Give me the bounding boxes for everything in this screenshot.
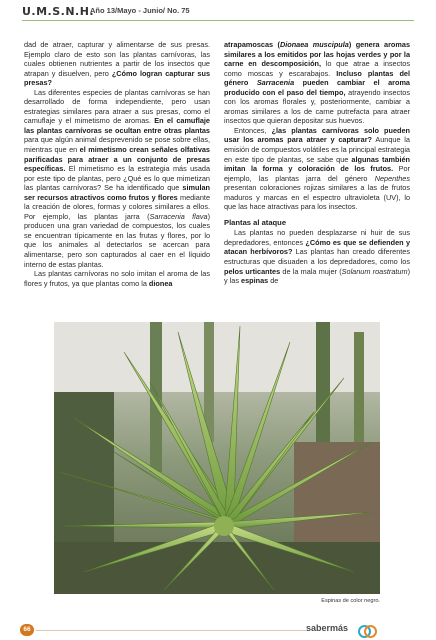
- page-number: 66: [20, 624, 34, 636]
- right-column: [224, 40, 410, 286]
- paragraph: dad de atraer, capturar y alimentarse de sus presas. Ejemplo claro de esto son las plantas carnívoras, las cuales obtienen nutrientes a partir de los insectos que atrapan y disuelven, pero ¿Cómo logran capturar sus presas?: [24, 40, 211, 88]
- header-rule: [22, 20, 414, 21]
- paragraph: Las plantas carnívoras no solo imitan el aroma de las flores y frutos, ya que plantas como la dionea: [24, 269, 210, 288]
- paragraph: Las plantas no pueden desplazarse ni huir de sus depredadores, entonces ¿Cómo es que se defienden y atacan herbívoros? Las plantas han creado diferentes estructuras que disuaden a los depredadores, como los pelos urticantes de la mala mujer (Solanum roastratum) y las espinas de: [224, 228, 410, 286]
- footer-rule: [36, 630, 306, 631]
- logo-text: sabermás: [306, 623, 349, 633]
- issue-info: Año 13/Mayo - Junio/ No. 75: [90, 6, 190, 15]
- running-header: [22, 5, 414, 21]
- photo-caption: Espinas de color negro.: [321, 598, 380, 604]
- agave-photo: [54, 322, 380, 594]
- magazine-name: U.M.S.N.H.: [22, 5, 95, 18]
- paragraph: Entonces, ¿las plantas carnívoras solo pueden usar los aromas para atraer y capturar? Aunque la emisión de compuestos volátiles es la principal estrategia en este tipo de plantas, se sabe que algunas también imitan la forma y coloración de los frutos. Por ejemplo, las plantas jarra del género Nepenthes presentan coloraciones rojizas similares a las de frutos maduros y marcas en el espectro ultravioleta (UV), lo que las hace atractivas para los insectos.: [224, 125, 410, 212]
- section-heading: Plantas al ataque: [224, 217, 287, 227]
- paragraph: atrapamoscas (Dionaea muscipula) genera aromas similares a los emitidos por las hojas verdes y por la carne en descomposición, lo que atrae a insectos como moscas y escarabajos. Incluso plantas del género Sarracenia pueden cambiar el aroma producido con el paso del tiempo, atrayendo insectos con los aromas florales y, posteriormente, cambiar a aromas similares a los de carne putrefacta para atraer insectos que quieran depositar sus huevos.: [224, 40, 410, 126]
- logo-ring-icon: [364, 625, 377, 638]
- saber-mas-logo: [306, 624, 396, 636]
- paragraph: Las diferentes especies de plantas carnívoras se han desarrollado de forma independiente, pero usan estrategias similares para atraer a sus presas, como el camuflaje y el mimetismo de aromas. En el camuflaje las plantas carnívoras se ocultan entre otras plantas para que algún animal desprevenido se pose sobre ellas, mientras que en el mimetismo crean señales olfativas parificadas para atraer a un conjunto de presas específicas. El mimetismo es la estrategia más usada por este tipo de plantas, pero ¿Qué es lo que mimetizan las plantas carnívoras? Se ha identificado que simulan ser recursos atractivos como frutos y flores mediante la creación de olores, formas y colores similares a ellos. Por ejemplo, las plantas jarra (Sarracenia flava) producen una gran variedad de compuestos, los cuales se encuentran típicamente en las frutas y flores, por lo que los animales al detectarlos se acercan para alimentarse, pero son capturados al caer en el líquido interno de estas plantas.: [24, 87, 211, 269]
- left-column: [24, 40, 210, 288]
